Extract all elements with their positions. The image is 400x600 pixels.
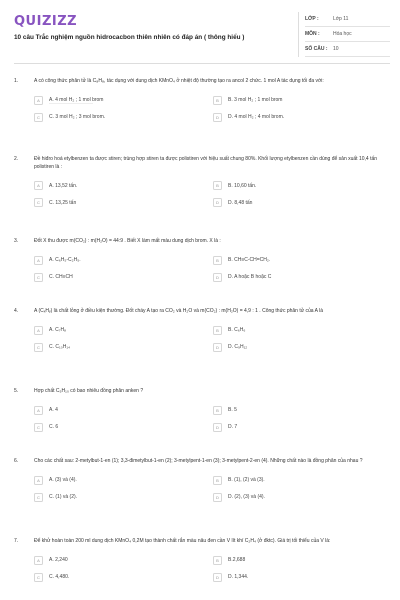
option-text: B. 10,60 tấn. <box>228 182 257 189</box>
option-letter-box: A <box>34 181 43 190</box>
meta-row-subject <box>305 27 390 42</box>
option-d[interactable] <box>213 111 392 124</box>
option-letter-box: B <box>213 96 222 105</box>
option-text: D. A hoặc B hoặc C <box>228 274 272 280</box>
question-number: 3. <box>14 238 19 244</box>
meta-value: Lớp 11 <box>333 16 349 22</box>
meta-value: 10 <box>333 46 339 52</box>
option-letter-box: D <box>213 423 222 432</box>
option-text: B. (1), (2) và (3). <box>228 477 265 483</box>
option-c[interactable] <box>34 491 213 504</box>
option-text: D. 8,48 tấn <box>228 199 253 206</box>
question-text: Đốt X thu được m(CO₂) : m(H₂O) = 44:9 . Biết X làm mất màu dung dịch brom. X là : <box>34 238 221 244</box>
option-text: B. CH≡C-CH=CH₂. <box>228 257 271 263</box>
question-number: 6. <box>14 458 19 464</box>
meta-label: MÔN : <box>305 31 320 37</box>
option-text: D. C₉H₁₂ <box>228 344 248 350</box>
option-text: D. 7 <box>228 424 238 430</box>
question-list <box>14 78 392 600</box>
option-letter-box: D <box>213 343 222 352</box>
option-d[interactable] <box>213 341 392 354</box>
option-text: A. C₆H₅-C₂H₅. <box>49 257 81 263</box>
quizizz-logo[interactable]: QUIZIZZ <box>14 14 78 29</box>
question-2 <box>14 156 392 238</box>
option-letter-box: C <box>34 423 43 432</box>
option-c[interactable] <box>34 571 213 584</box>
question-number: 2. <box>14 156 19 162</box>
option-b[interactable] <box>213 324 392 337</box>
option-b[interactable] <box>213 554 392 567</box>
option-text: C. CH≡CH <box>49 274 73 280</box>
meta-label: SỐ CÂU : <box>305 46 328 52</box>
question-text: Đề hiđro hoá etylbenzen ta được stiren; trùng hợp stiren ta được polistiren với hiệu suất chung 80%. Khối lượng etylbenzen cần dùng để sản xuất 10,4 tấn polistiren là : <box>34 156 378 170</box>
header-divider <box>14 63 390 64</box>
option-letter-box: D <box>213 493 222 502</box>
question-number: 1. <box>14 78 19 84</box>
option-letter-box: A <box>34 326 43 335</box>
option-b[interactable] <box>213 474 392 487</box>
option-letter-box: D <box>213 198 222 207</box>
option-text: A. 13,52 tấn. <box>49 182 78 189</box>
option-d[interactable] <box>213 421 392 434</box>
meta-value: Hóa học <box>333 31 352 37</box>
option-letter-box: A <box>34 256 43 265</box>
answer-options <box>34 554 392 584</box>
option-text: B. 3 mol H₂ ; 1 mol brom <box>228 97 283 103</box>
option-c[interactable] <box>34 196 213 209</box>
option-text: C. (1) và (2). <box>49 494 78 500</box>
option-text: D. 1,344. <box>228 574 249 580</box>
option-letter-box: D <box>213 273 222 282</box>
option-text: C. 6 <box>49 424 59 430</box>
answer-options <box>34 404 392 434</box>
option-text: D. (2), (3) và (4). <box>228 494 265 500</box>
meta-row-count <box>305 42 390 57</box>
option-letter-box: A <box>34 406 43 415</box>
question-text: A (CₓHᵧ) là chất lỏng ở điều kiện thường. Đốt cháy A tạo ra CO₂ và H₂O và m(CO₂) : m(H₂O) = 4,9 : 1 . Công thức phân tử của A là <box>34 308 323 314</box>
option-a[interactable] <box>34 324 213 337</box>
option-a[interactable] <box>34 94 213 107</box>
question-6 <box>14 458 392 538</box>
option-letter-box: C <box>34 113 43 122</box>
option-letter-box: A <box>34 476 43 485</box>
option-b[interactable] <box>213 94 392 107</box>
option-letter-box: A <box>34 96 43 105</box>
option-text: A. 2,240 <box>49 557 68 563</box>
answer-options <box>34 324 392 354</box>
question-text: Cho các chất sau: 2-metylbut-1-en (1); 3,3-đimetylbut-1-en (2); 3-metylpent-1-en (3); 3-metylpent-2-en (4). Những chất nào là đồng phân của nhau ? <box>34 458 363 464</box>
option-d[interactable] <box>213 491 392 504</box>
option-letter-box: B <box>213 406 222 415</box>
worksheet-meta <box>298 12 390 57</box>
option-c[interactable] <box>34 421 213 434</box>
option-b[interactable] <box>213 179 392 192</box>
question-4 <box>14 308 392 388</box>
question-number: 4. <box>14 308 19 314</box>
answer-options <box>34 94 392 124</box>
option-text: B. 5 <box>228 407 237 413</box>
option-text: A. (3) và (4). <box>49 477 77 483</box>
option-letter-box: D <box>213 113 222 122</box>
option-text: C. 3 mol H₂ ; 3 mol brom. <box>49 114 106 120</box>
option-letter-box: B <box>213 476 222 485</box>
meta-row-class <box>305 12 390 27</box>
option-text: A. 4 <box>49 407 58 413</box>
worksheet-title: 10 câu Trắc nghiệm nguồn hidrocacbon thiên nhiên có đáp án ( thông hiểu ) <box>14 34 245 41</box>
option-text: C. C₁₀H₁₄ <box>49 344 71 350</box>
option-d[interactable] <box>213 196 392 209</box>
question-7 <box>14 538 392 600</box>
option-d[interactable] <box>213 571 392 584</box>
option-text: D. 4 mol H₂ ; 4 mol brom. <box>228 114 285 120</box>
option-letter-box: B <box>213 256 222 265</box>
answer-options <box>34 254 392 284</box>
option-a[interactable] <box>34 179 213 192</box>
option-letter-box: B <box>213 556 222 565</box>
option-b[interactable] <box>213 404 392 417</box>
option-text: C. 13,25 tấn <box>49 199 77 206</box>
meta-label: LỚP : <box>305 16 319 22</box>
option-c[interactable] <box>34 271 213 284</box>
question-number: 5. <box>14 388 19 394</box>
option-a[interactable] <box>34 404 213 417</box>
question-text: A có công thức phân tử là C₈H₈, tác dụng với dung dịch KMnO₄ ở nhiệt độ thường tạo ra ancol 2 chức. 1 mol A tác dụng tối đa với: <box>34 78 324 84</box>
answer-options <box>34 179 392 209</box>
option-letter-box: C <box>34 573 43 582</box>
option-b[interactable] <box>213 254 392 267</box>
option-letter-box: C <box>34 493 43 502</box>
question-text: Để khử hoàn toàn 200 ml dung dịch KMnO₄ 0,2M tạo thành chất rắn màu nâu đen cần V lít khí C₂H₄ (ở đktc). Giá trị tối thiểu của V là: <box>34 538 331 544</box>
question-number: 7. <box>14 538 19 544</box>
question-3 <box>14 238 392 308</box>
option-a[interactable] <box>34 474 213 487</box>
option-c[interactable] <box>34 111 213 124</box>
option-text: A. C₇H₈ <box>49 327 67 333</box>
option-letter-box: C <box>34 198 43 207</box>
answer-options <box>34 474 392 504</box>
option-text: C. 4,480. <box>49 574 70 580</box>
option-text: A. 4 mol H₂ ; 1 mol brom <box>49 97 104 103</box>
option-letter-box: B <box>213 326 222 335</box>
option-letter-box: C <box>34 343 43 352</box>
option-letter-box: D <box>213 573 222 582</box>
option-a[interactable] <box>34 554 213 567</box>
option-d[interactable] <box>213 271 392 284</box>
option-letter-box: C <box>34 273 43 282</box>
option-a[interactable] <box>34 254 213 267</box>
question-text: Hợp chất C₅H₁₀ có bao nhiêu đồng phân anken ? <box>34 388 144 394</box>
option-text: B.2,688 <box>228 557 246 563</box>
option-letter-box: B <box>213 181 222 190</box>
option-c[interactable] <box>34 341 213 354</box>
option-text: B. C₆H₆ <box>228 327 246 333</box>
question-1 <box>14 78 392 156</box>
option-letter-box: A <box>34 556 43 565</box>
question-5 <box>14 388 392 458</box>
